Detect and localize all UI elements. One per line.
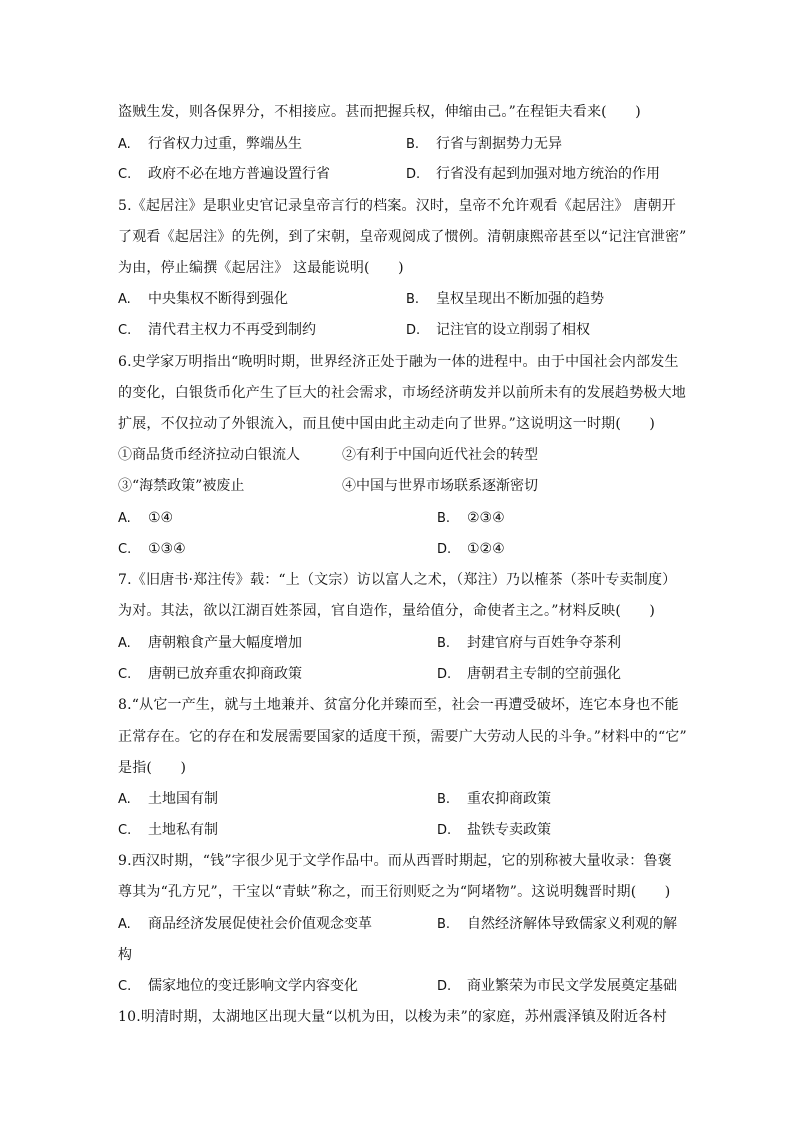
q9-option-a[interactable] — [118, 914, 372, 934]
option-letter: A. — [118, 636, 131, 651]
option-text: 盐铁专卖政策 — [467, 822, 551, 838]
option-letter: D. — [437, 667, 452, 682]
option-text: 行省权力过重，弊端丛生 — [148, 136, 302, 152]
q6-option-c[interactable] — [118, 539, 186, 559]
option-letter: C. — [118, 167, 132, 182]
option-letter: A. — [118, 917, 131, 932]
option-text: ①②④ — [467, 541, 505, 557]
q9-option-d[interactable] — [437, 976, 677, 996]
option-text: 自然经济解体导致儒家义利观的解 — [467, 916, 677, 932]
q6-statement-2: ②有利于中国向近代社会的转型 — [342, 447, 538, 463]
q5-option-b[interactable] — [406, 289, 604, 309]
option-text: 封建官府与百姓争夺茶利 — [467, 635, 621, 651]
option-text: 政府不必在地方普遍设置行省 — [148, 166, 330, 182]
q5-stem-line-2: 了观看《起居注》的先例，到了宋朝，皇帝观阅成了惯例。清朝康熙帝甚至以“记注官泄密” — [118, 229, 687, 245]
q5-stem-line-1: 5.《起居注》是职业史官记录皇帝言行的档案。汉时，皇帝不允许观看《起居注》 唐朝开 — [118, 198, 677, 214]
q5-option-d[interactable] — [406, 320, 590, 340]
option-letter: C. — [118, 323, 132, 338]
option-text: 唐朝粮食产量大幅度增加 — [148, 635, 302, 651]
q6-statement-4: ④中国与世界市场联系逐渐密切 — [342, 478, 538, 494]
q5-stem-line-3: 为由，停止编撰《起居注》 这最能说明( ) — [118, 260, 404, 276]
q4-option-c[interactable] — [118, 164, 330, 184]
option-text: 唐朝君主专制的空前强化 — [467, 666, 621, 682]
option-text: 商品经济发展促使社会价值观念变革 — [148, 916, 372, 932]
q8-option-c[interactable] — [118, 820, 218, 840]
q7-stem-line-2: 为对。其法，欲以江湖百姓茶园，官自造作，量给值分，命使者主之。”材料反映( ) — [118, 603, 656, 619]
option-letter: A. — [118, 137, 131, 152]
option-text: 清代君主权力不再受到制约 — [148, 322, 316, 338]
q8-stem-line-2: 正常存在。它的存在和发展需要国家的适度干预，需要广大劳动人民的斗争。”材料中的“它” — [118, 729, 687, 745]
option-text: 土地国有制 — [148, 791, 218, 807]
q9-option-c[interactable] — [118, 976, 358, 996]
q10-stem-line-1: 10.明清时期，太湖地区出现大量“以机为田，以梭为耒”的家庭，苏州震泽镇及附近各村 — [118, 1009, 667, 1025]
option-text: 重农抑商政策 — [467, 791, 551, 807]
q4-option-a[interactable] — [118, 134, 302, 154]
q5-option-c[interactable] — [118, 320, 316, 340]
option-letter: B. — [406, 137, 420, 152]
option-text: ①④ — [148, 510, 174, 526]
option-letter: C. — [118, 667, 132, 682]
q8-option-a[interactable] — [118, 789, 218, 809]
option-letter: D. — [437, 979, 452, 994]
q6-statement-1: ①商品货币经济拉动白银流人 — [118, 447, 300, 463]
option-letter: D. — [406, 323, 421, 338]
option-letter: D. — [437, 823, 452, 838]
q7-stem-line-1: 7.《旧唐书·郑注传》载：“上（文宗）访以富人之术，（郑注）乃以榷茶（茶叶专卖制度） — [118, 572, 677, 588]
q6-stem-line-2: 的变化，白银货币化产生了巨大的社会需求，市场经济萌发并以前所未有的发展趋势极大地 — [118, 385, 686, 401]
option-letter: D. — [437, 542, 452, 557]
q9-option-b[interactable] — [437, 914, 677, 934]
q8-option-d[interactable] — [437, 820, 551, 840]
q6-option-a[interactable] — [118, 508, 173, 528]
option-letter: C. — [118, 979, 132, 994]
q7-option-b[interactable] — [437, 633, 621, 653]
q9-stem-line-1: 9.西汉时期，“钱”字很少见于文学作品中。而从西晋时期起，它的别称被大量收录：鲁褒 — [118, 853, 672, 869]
option-text: 皇权呈现出不断加强的趋势 — [436, 291, 604, 307]
option-text: 儒家地位的变迁影响文学内容变化 — [148, 978, 358, 994]
q9-stem-line-2: 尊其为“孔方兄”，干宝以“青蚨”称之，而王衍则贬之为“阿堵物”。这说明魏晋时期( ) — [118, 884, 671, 900]
q6-option-d[interactable] — [437, 539, 505, 559]
option-letter: A. — [118, 792, 131, 807]
q8-stem-line-1: 8.“从它一产生，就与土地兼并、贫富分化并臻而至，社会一再遭受破坏，连它本身也不能 — [118, 697, 679, 713]
option-text: 行省没有起到加强对地方统治的作用 — [436, 166, 660, 182]
option-letter: B. — [437, 917, 451, 932]
q7-option-c[interactable] — [118, 664, 302, 684]
option-text: 商业繁荣为市民文学发展奠定基础 — [467, 978, 677, 994]
q4-option-d[interactable] — [406, 164, 660, 184]
q8-option-b[interactable] — [437, 789, 551, 809]
q9-option-b-continuation: 构 — [118, 947, 132, 963]
option-letter: B. — [437, 792, 451, 807]
option-text: 土地私有制 — [148, 822, 218, 838]
option-text: 中央集权不断得到强化 — [148, 291, 288, 307]
q5-option-a[interactable] — [118, 289, 288, 309]
option-letter: D. — [406, 167, 421, 182]
option-text: ②③④ — [467, 510, 505, 526]
q7-option-a[interactable] — [118, 633, 302, 653]
option-letter: B. — [437, 511, 451, 526]
q6-stem-line-1: 6.史学家万明指出“晚明时期，世界经济正处于融为一体的进程中。由于中国社会内部发生 — [118, 354, 679, 370]
q6-option-b[interactable] — [437, 508, 505, 528]
option-text: ①③④ — [148, 541, 186, 557]
q4-option-b[interactable] — [406, 134, 562, 154]
q6-stem-line-3: 扩展，不仅拉动了外银流入，而且使中国由此主动走向了世界。”这说明这一时期( ) — [118, 416, 656, 432]
q7-option-d[interactable] — [437, 664, 621, 684]
option-letter: A. — [118, 292, 131, 307]
option-letter: C. — [118, 542, 132, 557]
q4-stem-line: 盗贼生发，则各保界分，不相接应。甚而把握兵权，伸缩由己。”在程钜夫看来( ) — [118, 104, 641, 120]
option-text: 行省与割据势力无异 — [436, 136, 562, 152]
option-text: 记注官的设立削弱了相权 — [436, 322, 590, 338]
option-letter: A. — [118, 511, 131, 526]
q8-stem-line-3: 是指( ) — [118, 760, 187, 776]
option-letter: B. — [437, 636, 451, 651]
option-letter: C. — [118, 823, 132, 838]
q6-statement-3: ③“海禁政策”被废止 — [118, 478, 245, 494]
option-letter: B. — [406, 292, 420, 307]
option-text: 唐朝已放弃重农抑商政策 — [148, 666, 302, 682]
